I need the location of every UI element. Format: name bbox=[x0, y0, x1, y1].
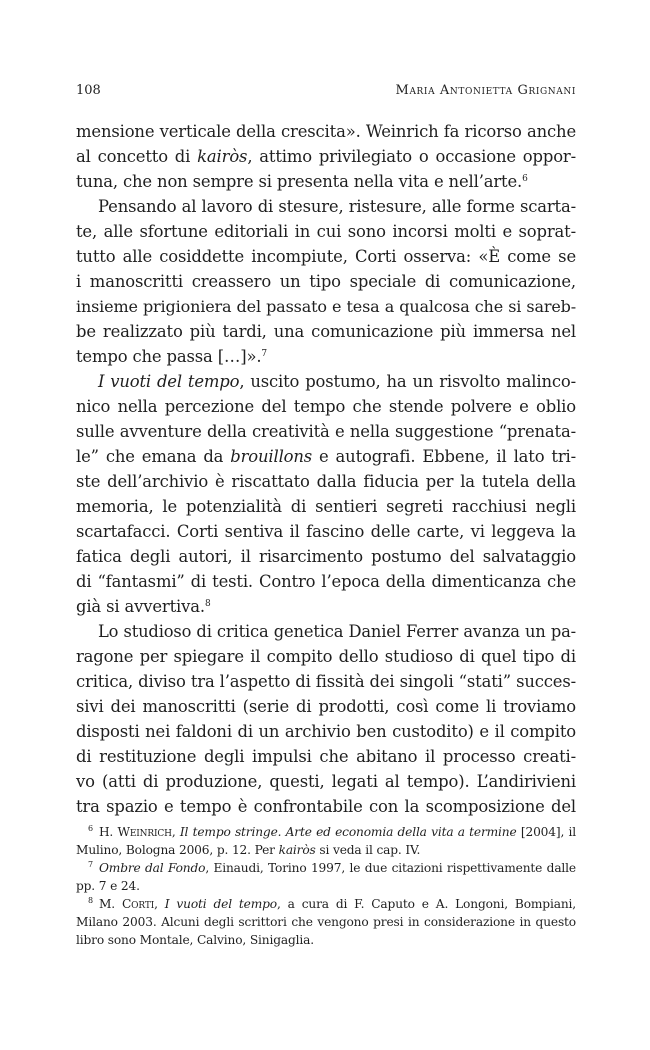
footnote-ref-7: 7 bbox=[261, 349, 267, 359]
footnote-7: $^7$ Ombre dal Fondo, Einaudi, Torino 1997, le due citazioni rispettivamente dalle bbox=[88, 860, 576, 875]
text-line: nico nella percezione del tempo che stende polvere e oblio bbox=[76, 397, 576, 416]
text-line: fatica degli autori, il risarcimento postumo del salvataggio bbox=[76, 547, 576, 566]
text-line: tutto alle cosiddette incompiute, Corti osserva: «È come se bbox=[76, 247, 576, 266]
text-line: vo (atti di produzione, questi, legati al tempo). L’andirivieni bbox=[76, 772, 576, 791]
text-line: sivi dei manoscritti (serie di prodotti, così come li troviamo bbox=[76, 697, 576, 716]
footnote-number: 6 bbox=[88, 824, 93, 833]
footnote-ref-6: 6 bbox=[522, 174, 528, 184]
text-line: memoria, le potenzialità di sentieri segreti racchiusi negli bbox=[76, 497, 576, 516]
text-line: disposti nei faldoni di un archivio ben custodito) e il compito bbox=[76, 722, 576, 741]
footnotes bbox=[76, 823, 576, 949]
running-head bbox=[76, 82, 576, 100]
footnote-line: libro sono Montale, Calvino, Sinigaglia. bbox=[76, 933, 314, 947]
text-line: critica, diviso tra l’aspetto di fissità dei singoli “stati” succes- bbox=[76, 672, 576, 691]
book-page bbox=[76, 0, 576, 1050]
text-line: scartafacci. Corti sentiva il fascino delle carte, vi leggeva la bbox=[76, 522, 576, 541]
footnote-line: Mulino, Bologna 2006, p. 12. Per kairòs si veda il cap. IV. bbox=[76, 843, 421, 857]
footnote-line: pp. 7 e 24. bbox=[76, 879, 140, 893]
text-line: già si avvertiva.$^8$ bbox=[76, 597, 211, 616]
footnote-8: $^8$ M. Corti, I vuoti del tempo, a cura di F. Caputo e A. Longoni, Bompiani, bbox=[88, 896, 576, 911]
text-line: mensione verticale della crescita». Weinrich fa ricorso anche bbox=[76, 122, 576, 141]
text-line: tempo che passa […]».$^7$ bbox=[76, 347, 267, 366]
text-line: I vuoti del tempo, uscito postumo, ha un risvolto malinco- bbox=[98, 372, 576, 391]
text-line: i manoscritti creassero un tipo speciale di comunicazione, bbox=[76, 272, 576, 291]
text-line: di “fantasmi” di testi. Contro l’epoca della dimenticanza che bbox=[76, 572, 576, 591]
text-line: le” che emana da brouillons e autografi. Ebbene, il lato tri- bbox=[76, 447, 576, 466]
text-line: te, alle sfortune editoriali in cui sono incorsi molti e soprat- bbox=[76, 222, 576, 241]
footnote-number: 7 bbox=[88, 860, 93, 869]
body-text bbox=[76, 119, 576, 819]
text-line: insieme prigioniera del passato e tesa a qualcosa che si sareb- bbox=[76, 297, 576, 316]
page-number: 108 bbox=[76, 83, 101, 98]
footnote-line: Milano 2003. Alcuni degli scrittori che vengono presi in considerazione in questo bbox=[76, 915, 576, 929]
text-line: Pensando al lavoro di stesure, ristesure, alle forme scarta- bbox=[98, 197, 576, 216]
text-line: al concetto di kairòs, attimo privilegiato o occasione oppor- bbox=[76, 147, 577, 166]
text-line: ragone per spiegare il compito dello studioso di quel tipo di bbox=[76, 647, 576, 666]
text-line: be realizzato più tardi, una comunicazione più immersa nel bbox=[76, 322, 576, 341]
text-line: tra spazio e tempo è confrontabile con la scomposizione del bbox=[76, 797, 576, 816]
text-line: ste dell’archivio è riscattato dalla fiducia per la tutela della bbox=[76, 472, 576, 491]
footnote-6: $^6$ H. Weinrich, Il tempo stringe. Arte ed economia della vita a termine [2004], il bbox=[88, 824, 576, 839]
text-line: tuna, che non sempre si presenta nella vita e nell’arte.$^6$ bbox=[76, 172, 528, 191]
text-line: Lo studioso di critica genetica Daniel Ferrer avanza un pa- bbox=[98, 622, 576, 641]
text-line: sulle avventure della creatività e nella suggestione “prenata- bbox=[76, 422, 576, 441]
footnote-number: 8 bbox=[88, 896, 93, 905]
footnote-ref-8: 8 bbox=[204, 599, 211, 609]
running-head-author: Maria Antonietta Grignani bbox=[395, 83, 576, 98]
text-line: di restituzione degli impulsi che abitano il processo creati- bbox=[76, 747, 576, 766]
